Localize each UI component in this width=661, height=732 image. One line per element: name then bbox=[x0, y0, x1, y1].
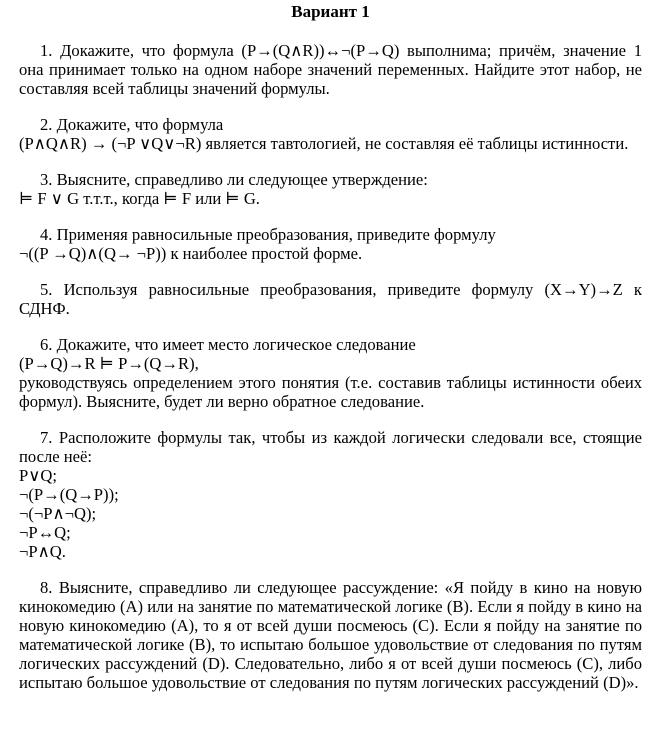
task-4-intro: 4. Применяя равносильные преобразования, приведите формулу bbox=[40, 225, 496, 244]
task-7-formula-1: P∨Q; bbox=[19, 466, 57, 485]
task-6 bbox=[19, 335, 642, 411]
task-4 bbox=[19, 225, 642, 263]
task-3-intro: 3. Выясните, справедливо ли следующее утверждение: bbox=[40, 170, 428, 189]
task-7 bbox=[19, 428, 642, 561]
task-2 bbox=[19, 115, 642, 153]
task-2-body: (P∧Q∧R) → (¬P ∨Q∨¬R) является тавтологией, не составляя её таблицы истинности. bbox=[19, 134, 629, 153]
task-7-formula-5: ¬P∧Q. bbox=[19, 542, 66, 561]
page-title: Вариант 1 bbox=[291, 2, 370, 21]
task-5 bbox=[19, 280, 642, 318]
task-8 bbox=[19, 578, 642, 692]
task-3 bbox=[19, 170, 642, 208]
task-4-body: ¬((P →Q)∧(Q→ ¬P)) к наиболее простой форме. bbox=[19, 244, 363, 263]
task-6-intro: 6. Докажите, что имеет место логическое следование bbox=[40, 335, 416, 354]
task-7-formula-2: ¬(P→(Q→P)); bbox=[19, 485, 119, 504]
task-5-text: 5. Используя равносильные преобразования, приведите формулу (X→Y)→Z к СДНФ. bbox=[19, 280, 642, 318]
task-7-formula-3: ¬(¬P∧¬Q); bbox=[19, 504, 97, 523]
task-2-intro: 2. Докажите, что формула bbox=[40, 115, 224, 134]
task-7-formula-4: ¬P↔Q; bbox=[19, 523, 71, 542]
task-3-body: ⊨ F ∨ G т.т.т., когда ⊨ F или ⊨ G. bbox=[19, 189, 260, 208]
task-6-formula: (P→Q)→R ⊨ P→(Q→R), bbox=[19, 354, 199, 373]
task-8-text: 8. Выясните, справедливо ли следующее рассуждение: «Я пойду в кино на новую кинокомедию (A) или на занятие по математической логике (B). Если я пойду в кино на новую кинокомедию (A), то я от всей души посмеюсь (C). Если я пойду на занятие по математической логике (B), то испытаю большое удовольствие от следования по путям логических рассуждений (D). Следовательно, либо я от всей души посмеюсь (C), либо испытаю большое удовольствие от следования по путям логических рассуждений (D)». bbox=[19, 578, 642, 692]
task-7-text: 7. Расположите формулы так, чтобы из каждой логически следовали все, стоящие после неё: bbox=[19, 428, 642, 466]
task-1 bbox=[19, 41, 642, 98]
task-6-body: руководствуясь определением этого понятия (т.е. составив таблицы истинности обеих формул). Выясните, будет ли верно обратное следование. bbox=[19, 373, 642, 411]
task-1-text: 1. Докажите, что формула (P→(Q∧R))↔¬(P→Q) выполнима; причём, значение 1 она принимает только на одном наборе значений переменных. Найдите этот набор, не составляя всей таблицы значений формулы. bbox=[19, 41, 642, 98]
